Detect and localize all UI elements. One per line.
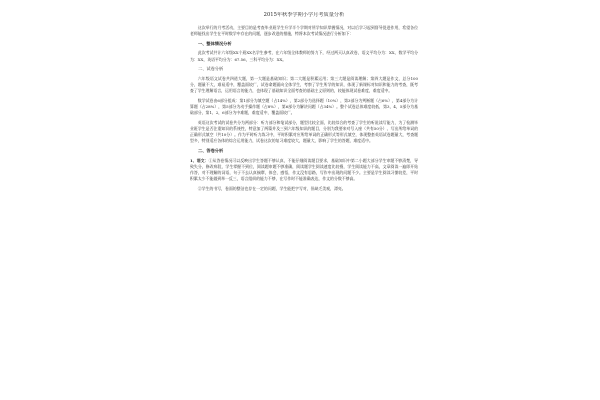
document-title: 2015年秋季学期小学月考质量分析	[263, 12, 345, 18]
english-paper-paragraph: 英语这次考试的试卷共分为两部分：听力部分和笔试部分，题型比较全面，比较综合的考查了学生的听说读写能力，为了检测毕业班学生是否注重知识的系统性，特意加了两篇并及三到六年级知识的题目，分别为我要来对号入座（共有50分）、写出所给单词的正确形式填空（共10分）。作为平时听力练习中，平时积累对应所给单词的正确形式等形式填空，体现整套英语试卷题量大，考查题型多，特别适应各体的综合运用能力，试卷这次的复习难度较大，题量大，影响了学生的答题，难度适中。	[190, 119, 418, 144]
overall-paragraph: 此次考试共计六年级XX个班XX名学生参考，在六年级全体教师的努力下，经过两天认真改卷，语文平均分为：XX，数学平均分为：XX，英语平均分为：67.56，三科平均分为：XX。	[190, 50, 418, 62]
document-page	[190, 12, 418, 392]
chinese-answer-paragraph	[190, 158, 418, 183]
section-heading-paper: 二、试卷分析	[198, 65, 224, 71]
intro-paragraph: 这次举行的月考活动，主要目的是考查毕业班学生升学半个学期对所学知识掌握情况，对以后学习起到督导促进作用，希望各位老师能找出学生在平时数学中存在的问题，逐步改进的措施，特将本次考试情况进行分析如下：	[190, 25, 418, 37]
math-paper-paragraph: 数学试卷由6部分组成：第1部分为填空题（占14%），第2部分为选择题（10%），第3部分为判断题（占6%），第4部分为计算题（占28%），第5部分为动手操作题（占8%），第6部分为解决问题（占34%）。整个试卷总体难度较低，第3，4，5部分为基础部分，第1、2，6部分为中难题，难度适中，覆盖面较广。	[190, 97, 418, 116]
chinese-paper-paragraph: 六年级语文试卷共四道大题，第一大题是基础知识；第二大题是积累运用；第三大题是阅读理解；第四大题是作文，总分100分，题量不大，难易适中，覆盖面较广，试卷命题面向全体学生，考察了学生所学的知识，体现了新课标对知识和能力的考查，既考查了学生理解语言，运用语言的能力，也体现了基础知识全面考查的基础主义原则的，较能体现试卷难度，难度适中。	[190, 75, 418, 94]
section-heading-answers: 二、答卷分析	[198, 147, 224, 153]
section-heading-overall: 一、整体情况分析	[198, 40, 232, 46]
handwriting-paragraph: ②学生的书写，卷面的整洁也存在一定的问题，学生能把字写对，但缺乏美观，漂亮。	[197, 185, 346, 191]
chinese-answer-label: 1、语文：	[190, 157, 209, 163]
chinese-answer-text: ①从答卷情况可以反映出学生答题不够认真，不能仔细阅读题目要求，基础知识中第二小题大部分学生审题不够清楚，导致失分，修改病段，学生掌握不到位，阅读题审题不够准确，阅读题学生阅读速度比较慢，学生阅读能力不高，文章阅读一遍即开始作答，对不理解的词语，句子不去认真揣摩，体会，感悟，作文没有思路，写作中出现的问题不少。主要是学生阅读习惯较差，平时积累太少不能做到举一反三，语言组织的能力不够，在写作时不能准确表达，作文的分数不够高。	[190, 157, 418, 182]
